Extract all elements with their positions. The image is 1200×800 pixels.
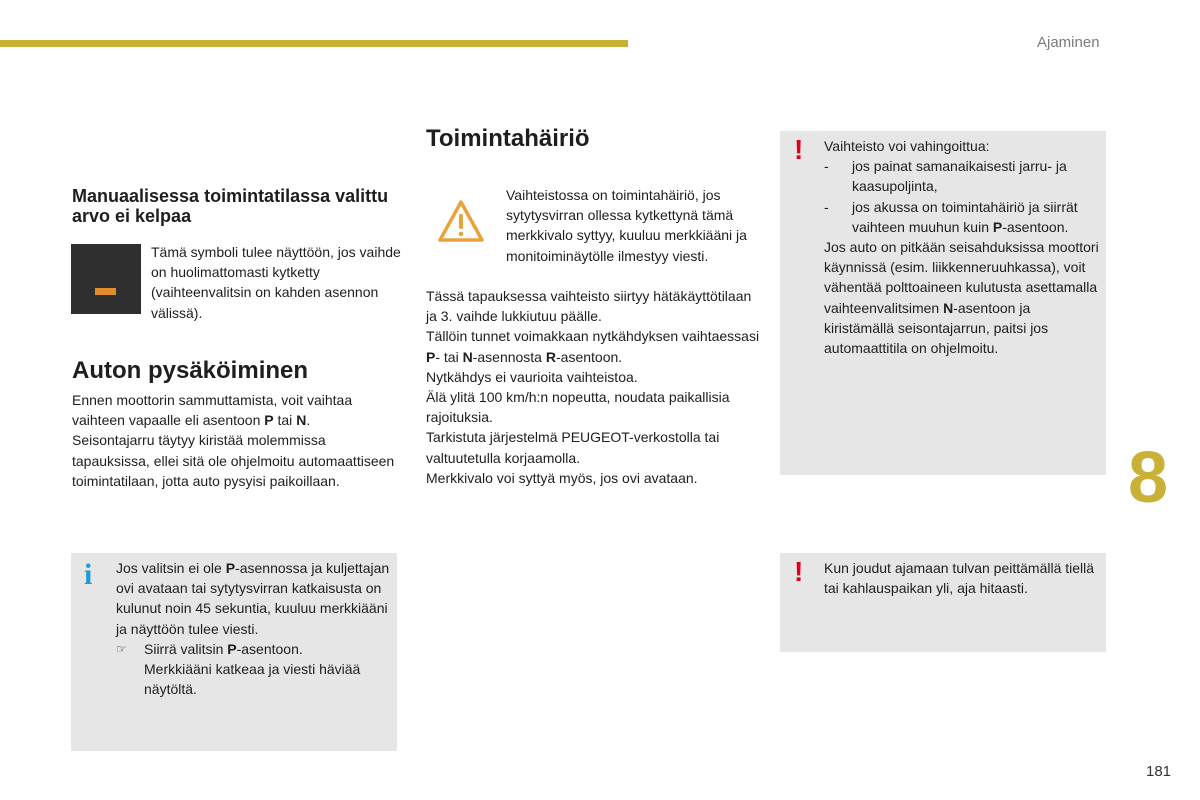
section-title: Ajaminen [1037,34,1100,51]
exclamation-icon: ! [794,556,804,587]
chapter-number: 8 [1128,438,1169,518]
action-step: ☞ Siirrä valitsin P-asentoon. Merkkiääni katkeaa ja viesti häviää näytöltä. [116,640,361,698]
manual-mode-text: Tämä symboli tulee näyttöön, jos vaihde on huolimattomasti kytketty (vaihteenvalitsin on kahden asennon välissä). [151,244,401,321]
gear-fault-symbol-icon [71,244,141,314]
page-number: 181 [1146,763,1172,780]
manual-mode-heading: Manuaalisessa toimintatilassa valittu arvo ei kelpaa [72,186,389,226]
header-rule [0,40,628,47]
fault-heading: Toimintahäiriö [426,125,590,152]
parking-text: Ennen moottorin sammuttamista, voit vaihtaa vaihteen vapaalle eli asentoon P tai N. Seisontajarru täytyy kiristää molemmissa tapauksissa, ellei sitä ole ohjelmoitu automaattiseen toimintatilaan, jotta auto pysyisi paikoillaan. [72,392,395,489]
parking-heading: Auton pysäköiminen [72,357,309,384]
fault-text: Tässä tapauksessa vaihteisto siirtyy hätäkäyttötilaan ja 3. vaihde lukkiutuu päälle. Tällöin tunnet voimakkaan nytkähdyksen vaihtaessasi P- tai N-asennosta R-asentoon. Nytkähdys ei vaurioita vaihteistoa. Älä ylitä 100 km/h:n nopeutta, noudata paikallisia rajoituksia. Tarkistuta järjestelmä PEUGEOT-verkostolla tai valtuutetulla korjaamolla. Merkkivalo voi syttyä myös, jos ovi avataan. [426,288,760,486]
pointing-hand-icon: ☞ [116,641,127,656]
caution-box-text: Kun joudut ajamaan tulvan peittämällä tiellä tai kahlauspaikan yli, aja hitaasti. [824,560,1095,597]
info-icon: i [84,558,93,591]
caution-box-text: Vaihteisto voi vahingoittua: - jos painat samanaikaisesti jarru- ja kaasupoljinta, - jos akussa on toimintahäiriö ja siirrät vaihteen muuhun kuin P-asentoon. Jos auto on pitkään seisahduksissa moottori käynnissä (esim. liikkenneruuhkassa), voit vähentää polttoaineen kulutusta asettamalla vaihteenvalitsimen N-asentoon ja kiristämällä seisontajarrun, paitsi jos automaattitila on ohjelmoitu. [824,138,1099,357]
info-box-text: Jos valitsin ei ole P-asennossa ja kuljettajan ovi avataan tai sytytysvirran katkaisusta on kulunut noin 45 sekuntia, kuuluu merkkiääni ja näyttöön tulee viesti. ☞ Siirrä valitsin P-asentoon. Merkkiääni katkeaa ja viesti häviää näytöltä. [116,558,391,699]
warning-triangle-icon [437,198,485,244]
fault-intro-text: Vaihteistossa on toimintahäiriö, jos sytytysvirran ollessa kytkettynä tämä merkkivalo syttyy, kuuluu merkkiääni ja monitoiminäytölle ilmestyy viesti. [506,187,747,264]
exclamation-icon: ! [794,134,804,165]
